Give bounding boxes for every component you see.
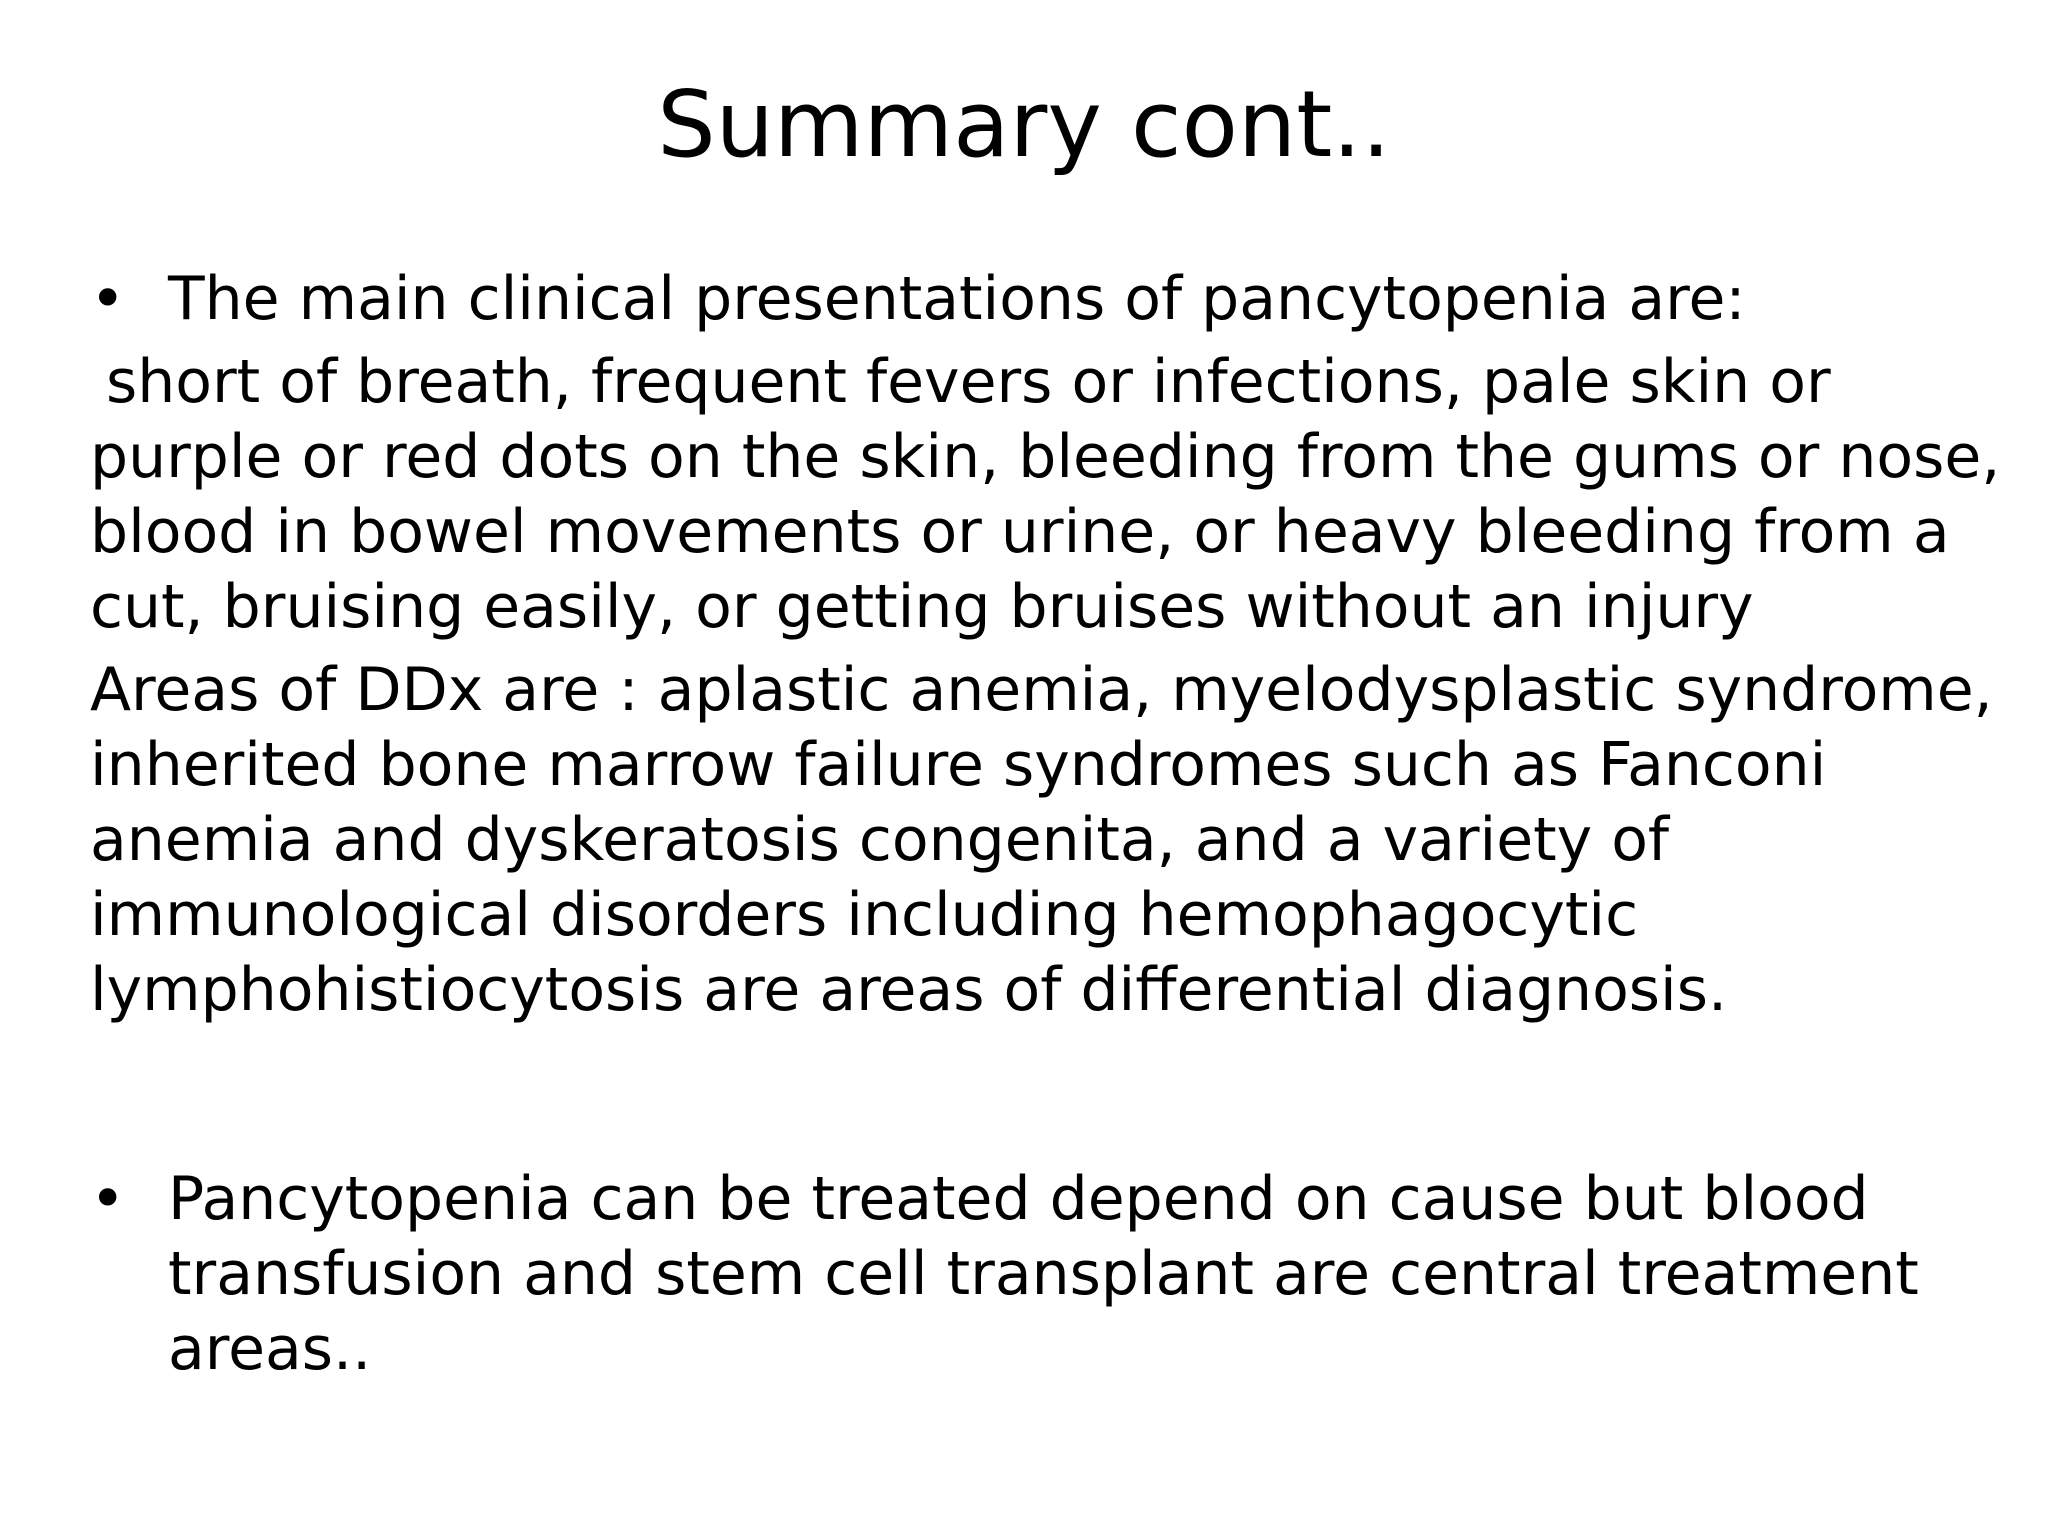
bullet-text-presentations: The main clinical presentations of pancytopenia are: <box>168 264 1746 334</box>
bullet-icon: • <box>90 264 126 334</box>
bullet-item-presentations <box>90 262 2020 337</box>
bullet-item-treatment <box>90 1162 2020 1387</box>
bullet-text-treatment: Pancytopenia can be treated depend on cause but blood transfusion and stem cell transplant are central treatment areas.. <box>168 1164 1919 1384</box>
bullet-icon: • <box>90 1164 126 1234</box>
slide-title: Summary cont.. <box>657 71 1391 178</box>
slide-body <box>90 262 2020 1387</box>
symptoms-paragraph: short of breath, frequent fevers or infections, pale skin or purple or red dots on the skin, bleeding from the gums or nose, blood in bowel movements or urine, or heavy bleeding from a cut, bruising easily, or getting bruises without an injury <box>90 347 2001 642</box>
ddx-paragraph: Areas of DDx are : aplastic anemia, myelodysplastic syndrome, inherited bone marrow failure syndromes such as Fanconi anemia and dyskeratosis congenita, and a variety of immunological disorders including hemophagocytic lymphohistiocytosis are areas of differential diagnosis. <box>90 655 1993 1025</box>
